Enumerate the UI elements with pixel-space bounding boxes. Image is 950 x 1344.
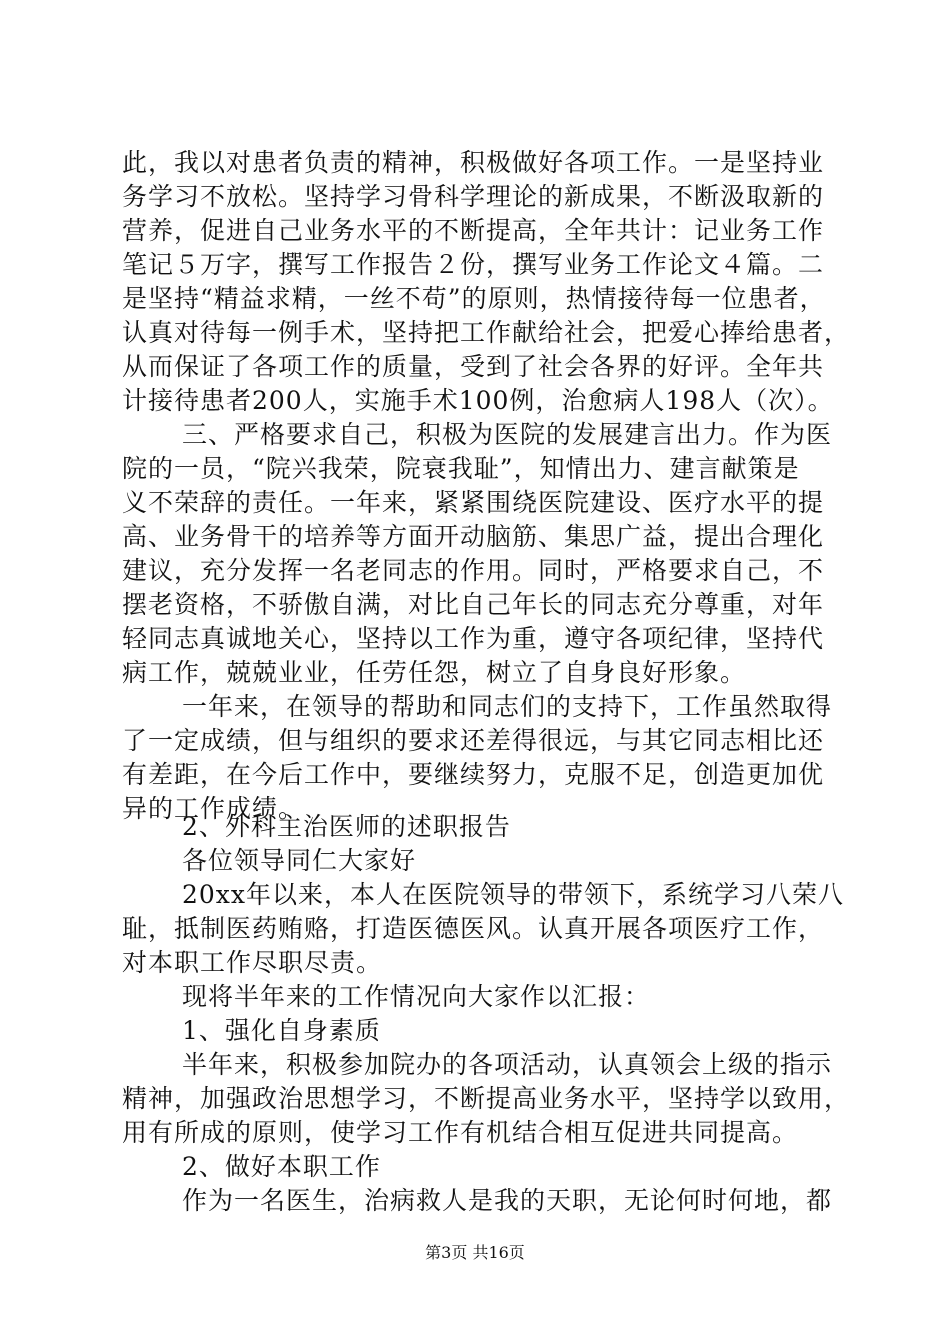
text-line: 建议，充分发挥一名老同志的作用。同时，严格要求自己，不 [122, 556, 825, 585]
text-line: 高、业务骨干的培养等方面开动脑筋、集思广益，提出合理化 [122, 522, 825, 551]
text-line: 有差距，在今后工作中，要继续努力，克服不足，创造更加优 [122, 760, 825, 789]
paragraph-start-line: 20xx年以来，本人在医院领导的带领下，系统学习八荣八 [182, 880, 845, 909]
text-line: 对本职工作尽职尽责。 [122, 948, 383, 977]
paragraph-start-line: 一年来，在领导的帮助和同志们的支持下，工作虽然取得 [182, 692, 833, 721]
text-line: 异的工作成绩。 [122, 794, 305, 823]
text-line: 了一定成绩，但与组织的要求还差得很远，与其它同志相比还 [122, 726, 825, 755]
paragraph-start-line: 现将半年来的工作情况向大家作以汇报： [182, 982, 651, 1011]
subsection-heading: 2、做好本职工作 [182, 1152, 381, 1181]
text-line: 病工作，兢兢业业，任劳任怨，树立了自身良好形象。 [122, 658, 747, 687]
text-line: 笔记５万字，撰写工作报告２份，撰写业务工作论文４篇。二 [122, 250, 825, 279]
text-line: 认真对待每一例手术，坚持把工作献给社会，把爱心捧给患者， [122, 318, 851, 347]
text-line: 务学习不放松。坚持学习骨科学理论的新成果，不断汲取新的 [122, 182, 825, 211]
text-line: 营养，促进自己业务水平的不断提高，全年共计：记业务工作 [122, 216, 825, 245]
paragraph-start-line: 半年来，积极参加院办的各项活动，认真领会上级的指示 [182, 1050, 833, 1079]
greeting-line: 各位领导同仁大家好 [182, 846, 417, 875]
text-line: 计接待患者200人，实施手术100例，治愈病人198人（次）。 [122, 386, 834, 415]
text-line: 义不荣辞的责任。一年来，紧紧围绕医院建设、医疗水平的提 [122, 488, 825, 517]
text-line: 院的一员，“院兴我荣，院衰我耻”，知情出力、建言献策是 [122, 454, 800, 483]
page-number-footer: 第3页 共16页 [425, 1243, 525, 1262]
text-line: 摆老资格，不骄傲自满，对比自己年长的同志充分尊重，对年 [122, 590, 825, 619]
section-heading: 2、外科主治医师的述职报告 [182, 812, 511, 841]
text-line: 是坚持“精益求精，一丝不苟”的原则，热情接待每一位患者， [122, 284, 826, 313]
text-line: 轻同志真诚地关心，坚持以工作为重，遵守各项纪律，坚持代 [122, 624, 825, 653]
text-line: 耻，抵制医药贿赂，打造医德医风。认真开展各项医疗工作， [122, 914, 825, 943]
text-line: 此，我以对患者负责的精神，积极做好各项工作。一是坚持业 [122, 148, 825, 177]
text-line: 从而保证了各项工作的质量，受到了社会各界的好评。全年共 [122, 352, 825, 381]
paragraph-start-line: 三、严格要求自己，积极为医院的发展建言出力。作为医 [182, 420, 833, 449]
paragraph-start-line: 作为一名医生，治病救人是我的天职，无论何时何地，都 [182, 1186, 833, 1215]
text-line: 用有所成的原则，使学习工作有机结合相互促进共同提高。 [122, 1118, 799, 1147]
subsection-heading: 1、强化自身素质 [182, 1016, 381, 1045]
text-line: 精神，加强政治思想学习，不断提高业务水平，坚持学以致用， [122, 1084, 851, 1113]
